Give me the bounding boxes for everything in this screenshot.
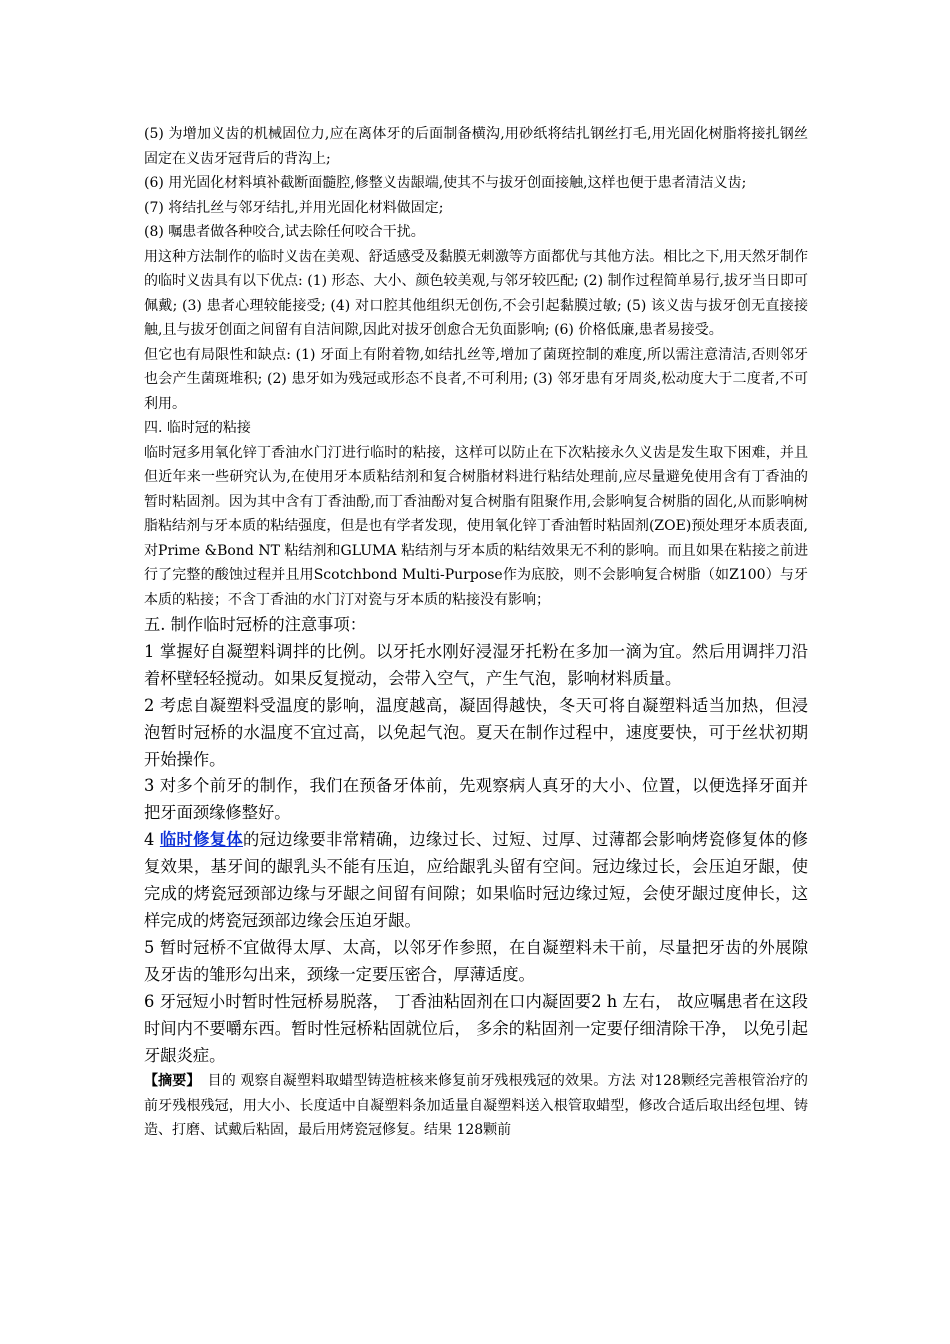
step-8: (8) 嘱患者做各种咬合,试去除任何咬合干扰。 <box>144 224 425 240</box>
temporary-restoration-link[interactable]: 临时修复体 <box>159 830 244 850</box>
note-item-4 <box>144 827 808 935</box>
section-4-heading: 四. 临时冠的粘接 <box>144 420 251 436</box>
advantages-paragraph: 用这种方法制作的临时义齿在美观、舒适感受及黏膜无刺激等方面都优与其他方法。相比之下,用天然牙制作的临时义齿具有以下优点: (1) 形态、大小、颜色较美观,与邻牙较匹配; (2) 制作过程简单易行,拔牙当日即可佩戴; (3) 患者心理较能接受; (4) 对口腔其他组织无创伤,不会引起黏膜过敏; (5) 该义齿与拔牙创无直接接触,且与拔牙创面之间留有自洁间隙,因此对拔牙创愈合无负面影响; (6) 价格低廉,患者易接受。 <box>144 248 808 338</box>
step-6: (6) 用光固化材料填补截断面髓腔,修整义齿龈端,使其不与拔牙创面接触,这样也便于患者清洁义齿; <box>144 175 747 191</box>
note-item-3: 3 对多个前牙的制作，我们在预备牙体前，先观察病人真牙的大小、位置，以便选择牙面并把牙面颈缘修整好。 <box>144 776 808 823</box>
abstract-paragraph <box>144 1069 808 1142</box>
note-item-4-number: 4 <box>144 830 160 850</box>
section-4-body: 临时冠多用氧化锌丁香油水门汀进行临时的粘接，这样可以防止在下次粘接永久义齿是发生取下困难，并且但近年来一些研究认为,在使用牙本质粘结剂和复合树脂材料进行粘结处理前,应尽量避免使用含有丁香油的暂时粘固剂。因为其中含有丁香油酚,而丁香油酚对复合树脂有阻聚作用,会影响复合树脂的固化,从而影响树脂粘结剂与牙本质的粘结强度，但是也有学者发现，使用氧化锌丁香油暂时粘固剂(ZOE)预处理牙本质表面,对Prime &Bond NT 粘结剂和GLUMA 粘结剂与牙本质的粘结效果无不利的影响。而且如果在粘接之前进行了完整的酸蚀过程并且用Scotchbond Multi-Purpose作为底胶，则不会影响复合树脂（如Z100）与牙本质的粘接；不含丁香油的水门汀对瓷与牙本质的粘接没有影响； <box>144 444 808 608</box>
abstract-text: 目的 观察自凝塑料取蜡型铸造桩核来修复前牙残根残冠的效果。方法 对128颗经完善根管治疗的前牙残根残冠，用大小、长度适中自凝塑料条加适量自凝塑料送入根管取蜡型，修改合适后取出经包埋、铸造、打磨、试戴后粘固，最后用烤瓷冠修复。结果 128颗前 <box>144 1073 809 1138</box>
step-7: (7) 将结扎丝与邻牙结扎,并用光固化材料做固定; <box>144 199 444 216</box>
note-item-1: 1 掌握好自凝塑料调拌的比例。以牙托水刚好浸湿牙托粉在多加一滴为宜。然后用调拌刀沿着杯壁轻轻搅动。如果反复搅动，会带入空气，产生气泡，影响材料质量。 <box>144 641 808 688</box>
abstract-label: 【摘要】 <box>144 1073 194 1090</box>
limitations-paragraph: 但它也有局限性和缺点: (1) 牙面上有附着物,如结扎丝等,增加了菌斑控制的难度,所以需注意清洁,否则邻牙也会产生菌斑堆积; (2) 患牙如为残冠或形态不良者,不可利用; (3) 邻牙患有牙周炎,松动度大于二度者,不可利用。 <box>144 346 808 412</box>
section-5-heading: 五. 制作临时冠桥的注意事项： <box>144 615 367 634</box>
note-item-4-text: 的冠边缘要非常精确，边缘过长、过短、过厚、过薄都会影响烤瓷修复体的修复效果，基牙间的龈乳头不能有压迫，应给龈乳头留有空间。冠边缘过长，会压迫牙龈，使完成的烤瓷冠颈部边缘与牙龈之间留有间隙；如果临时冠边缘过短，会使牙龈过度伸长，这样完成的烤瓷冠颈部边缘会压迫牙龈。 <box>144 830 808 930</box>
note-item-2: 2 考虑自凝塑料受温度的影响，温度越高，凝固得越快，冬天可将自凝塑料适当加热，但浸泡暂时冠桥的水温度不宜过高，以免起气泡。夏天在制作过程中，速度要快，可于丝状初期开始操作。 <box>144 695 808 769</box>
step-5: (5) 为增加义齿的机械固位力,应在离体牙的后面制备横沟,用砂纸将结扎钢丝打毛,用光固化树脂将接扎钢丝固定在义齿牙冠背后的背沟上; <box>144 126 808 167</box>
document-page <box>144 122 808 1142</box>
note-item-6: 6 牙冠短小时暂时性冠桥易脱落， 丁香油粘固剂在口内凝固要2 h 左右， 故应嘱患者在这段时间内不要嚼东西。暂时性冠桥粘固就位后， 多余的粘固剂一定要仔细清除干净， 以免引起牙龈炎症。 <box>144 991 808 1065</box>
note-item-5: 5 暂时冠桥不宜做得太厚、太高，以邻牙作参照，在自凝塑料未干前，尽量把牙齿的外展隙及牙齿的雏形勾出来，颈缘一定要压密合，厚薄适度。 <box>144 937 808 984</box>
